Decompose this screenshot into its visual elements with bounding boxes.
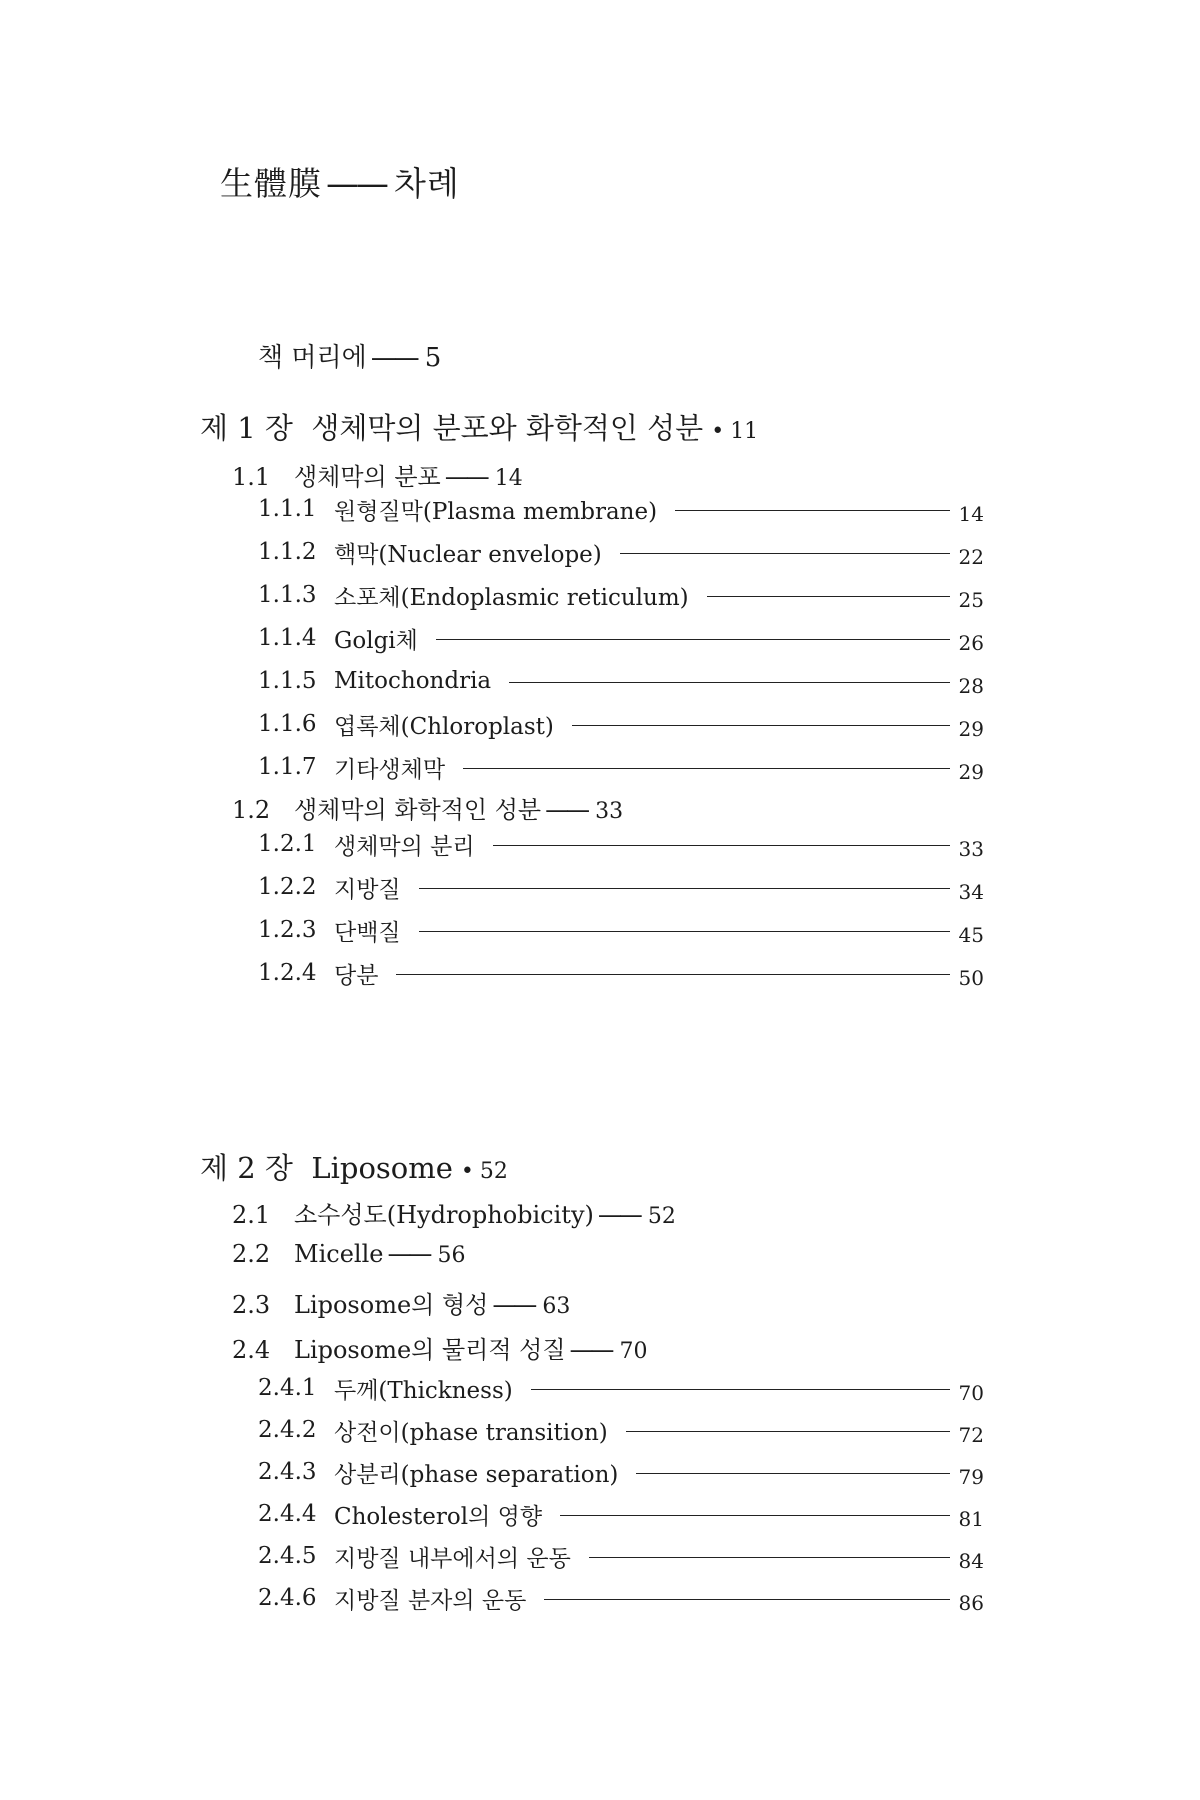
toc-item-1-2-3[interactable]	[258, 914, 984, 946]
chapter-num: 제 2 장	[200, 1151, 293, 1185]
item-num: 1.1.1	[258, 496, 317, 522]
item-num: 2.4.5	[258, 1543, 317, 1569]
section-page: 63	[542, 1294, 571, 1319]
item-label: 단백질	[334, 919, 401, 946]
item-label: 원형질막(Plasma membrane)	[334, 498, 658, 525]
section-num: 2.2	[232, 1240, 271, 1268]
toc-section-2-4[interactable]	[232, 1330, 648, 1365]
item-num: 1.1.7	[258, 754, 317, 780]
leader-line	[531, 1389, 950, 1390]
item-num: 2.4.2	[258, 1417, 317, 1443]
chapter-page: 52	[479, 1159, 508, 1184]
toc-section-2-2[interactable]	[232, 1240, 465, 1268]
section-page: 14	[494, 466, 523, 491]
item-num: 1.1.5	[258, 668, 317, 694]
item-page: 14	[958, 502, 984, 526]
toc-item-1-2-4[interactable]	[258, 957, 984, 989]
item-page: 22	[958, 545, 984, 569]
section-page: 70	[619, 1339, 648, 1364]
toc-item-2-4-2[interactable]	[258, 1414, 984, 1446]
item-page: 29	[958, 760, 984, 784]
section-label: 생체막의 화학적인 성분	[294, 796, 542, 824]
chapter-num: 제 1 장	[200, 411, 293, 445]
preface-page: 5	[424, 343, 442, 373]
toc-item-1-2-1[interactable]	[258, 828, 984, 860]
item-page: 25	[958, 588, 984, 612]
item-label: Mitochondria	[334, 668, 492, 694]
toc-item-1-1-6[interactable]	[258, 708, 984, 740]
item-label: 지방질	[334, 876, 401, 903]
item-label: Golgi체	[334, 627, 418, 654]
item-label: 두께(Thickness)	[334, 1377, 513, 1404]
dash: ——	[597, 1201, 640, 1229]
item-label: 생체막의 분리	[334, 833, 475, 860]
title-sub: 차례	[394, 164, 460, 203]
toc-chapter-1[interactable]	[200, 406, 758, 447]
toc-section-2-3[interactable]	[232, 1285, 570, 1320]
item-num: 1.1.6	[258, 711, 317, 737]
dash: ——	[492, 1291, 535, 1319]
item-page: 81	[958, 1507, 984, 1531]
leader-line	[620, 553, 950, 554]
section-label: Liposome의 물리적 성질	[294, 1336, 566, 1364]
dash: ——	[326, 164, 386, 203]
item-page: 70	[958, 1381, 984, 1405]
section-num: 2.1	[232, 1201, 271, 1229]
item-page: 26	[958, 631, 984, 655]
dash: ——	[387, 1240, 430, 1268]
leader-line	[636, 1473, 950, 1474]
toc-item-2-4-5[interactable]	[258, 1540, 984, 1572]
toc-item-1-1-4[interactable]	[258, 622, 984, 654]
item-num: 1.2.1	[258, 831, 317, 857]
item-num: 1.2.4	[258, 960, 317, 986]
chapter-bullet: •	[711, 419, 725, 444]
leader-line	[572, 725, 950, 726]
leader-line	[560, 1515, 950, 1516]
dash: ——	[370, 343, 417, 373]
item-label: 소포체(Endoplasmic reticulum)	[334, 584, 689, 611]
item-label: 지방질 분자의 운동	[334, 1587, 527, 1614]
toc-item-2-4-4[interactable]	[258, 1498, 984, 1530]
leader-line	[493, 845, 950, 846]
section-page: 33	[595, 799, 624, 824]
section-label: Liposome의 형성	[294, 1291, 489, 1319]
toc-item-1-2-2[interactable]	[258, 871, 984, 903]
leader-line	[626, 1431, 950, 1432]
section-page: 52	[647, 1204, 676, 1229]
toc-item-2-4-3[interactable]	[258, 1456, 984, 1488]
item-num: 2.4.1	[258, 1375, 317, 1401]
toc-item-2-4-6[interactable]	[258, 1582, 984, 1614]
item-num: 2.4.4	[258, 1501, 317, 1527]
item-page: 72	[958, 1423, 984, 1447]
item-num: 1.1.4	[258, 625, 317, 651]
section-num: 1.1	[232, 463, 271, 491]
item-label: 엽록체(Chloroplast)	[334, 713, 554, 740]
toc-chapter-2[interactable]	[200, 1146, 508, 1187]
item-label: 지방질 내부에서의 운동	[334, 1545, 571, 1572]
toc-item-1-1-5[interactable]	[258, 665, 984, 697]
chapter-bullet: •	[460, 1159, 474, 1184]
dash: ——	[444, 463, 487, 491]
item-page: 29	[958, 717, 984, 741]
leader-line	[589, 1557, 950, 1558]
section-num: 1.2	[232, 796, 271, 824]
section-label: 소수성도(Hydrophobicity)	[294, 1201, 594, 1229]
item-page: 86	[958, 1591, 984, 1615]
section-num: 2.3	[232, 1291, 271, 1319]
item-num: 1.2.2	[258, 874, 317, 900]
section-num: 2.4	[232, 1336, 271, 1364]
item-page: 79	[958, 1465, 984, 1489]
preface-label: 책 머리에	[258, 343, 367, 373]
leader-line	[436, 639, 950, 640]
toc-item-1-1-2[interactable]	[258, 536, 984, 568]
item-num: 1.2.3	[258, 917, 317, 943]
leader-line	[509, 682, 950, 683]
toc-item-1-1-1[interactable]	[258, 493, 984, 525]
leader-line	[675, 510, 950, 511]
leader-line	[707, 596, 950, 597]
item-label: 상분리(phase separation)	[334, 1461, 619, 1488]
toc-section-1-1[interactable]	[232, 457, 523, 492]
page-title	[220, 158, 460, 205]
item-num: 1.1.2	[258, 539, 317, 565]
toc-section-1-2[interactable]	[232, 790, 623, 825]
chapter-title: Liposome	[311, 1151, 453, 1185]
toc-item-1-1-7[interactable]	[258, 751, 984, 783]
chapter-title: 생체막의 분포와 화학적인 성분	[311, 411, 704, 445]
item-page: 33	[958, 837, 984, 861]
toc-item-2-4-1[interactable]	[258, 1372, 984, 1404]
toc-preface[interactable]	[258, 337, 441, 374]
item-num: 1.1.3	[258, 582, 317, 608]
section-label: Micelle	[294, 1240, 384, 1268]
item-num: 2.4.3	[258, 1459, 317, 1485]
leader-line	[396, 974, 950, 975]
leader-line	[419, 931, 950, 932]
item-page: 50	[958, 966, 984, 990]
item-page: 28	[958, 674, 984, 698]
item-label: 핵막(Nuclear envelope)	[334, 541, 602, 568]
leader-line	[463, 768, 950, 769]
title-main: 生體膜	[220, 164, 322, 203]
dash: ——	[569, 1336, 612, 1364]
item-label: 상전이(phase transition)	[334, 1419, 608, 1446]
toc-section-2-1[interactable]	[232, 1195, 676, 1230]
item-page: 84	[958, 1549, 984, 1573]
leader-line	[544, 1599, 950, 1600]
item-label: 기타생체막	[334, 756, 446, 783]
section-label: 생체막의 분포	[294, 463, 441, 491]
dash: ——	[545, 796, 588, 824]
item-label: 당분	[334, 962, 379, 989]
chapter-page: 11	[730, 419, 759, 444]
item-page: 45	[958, 923, 984, 947]
section-page: 56	[437, 1243, 466, 1268]
item-num: 2.4.6	[258, 1585, 317, 1611]
toc-item-1-1-3[interactable]	[258, 579, 984, 611]
leader-line	[419, 888, 950, 889]
item-page: 34	[958, 880, 984, 904]
item-label: Cholesterol의 영향	[334, 1503, 543, 1530]
